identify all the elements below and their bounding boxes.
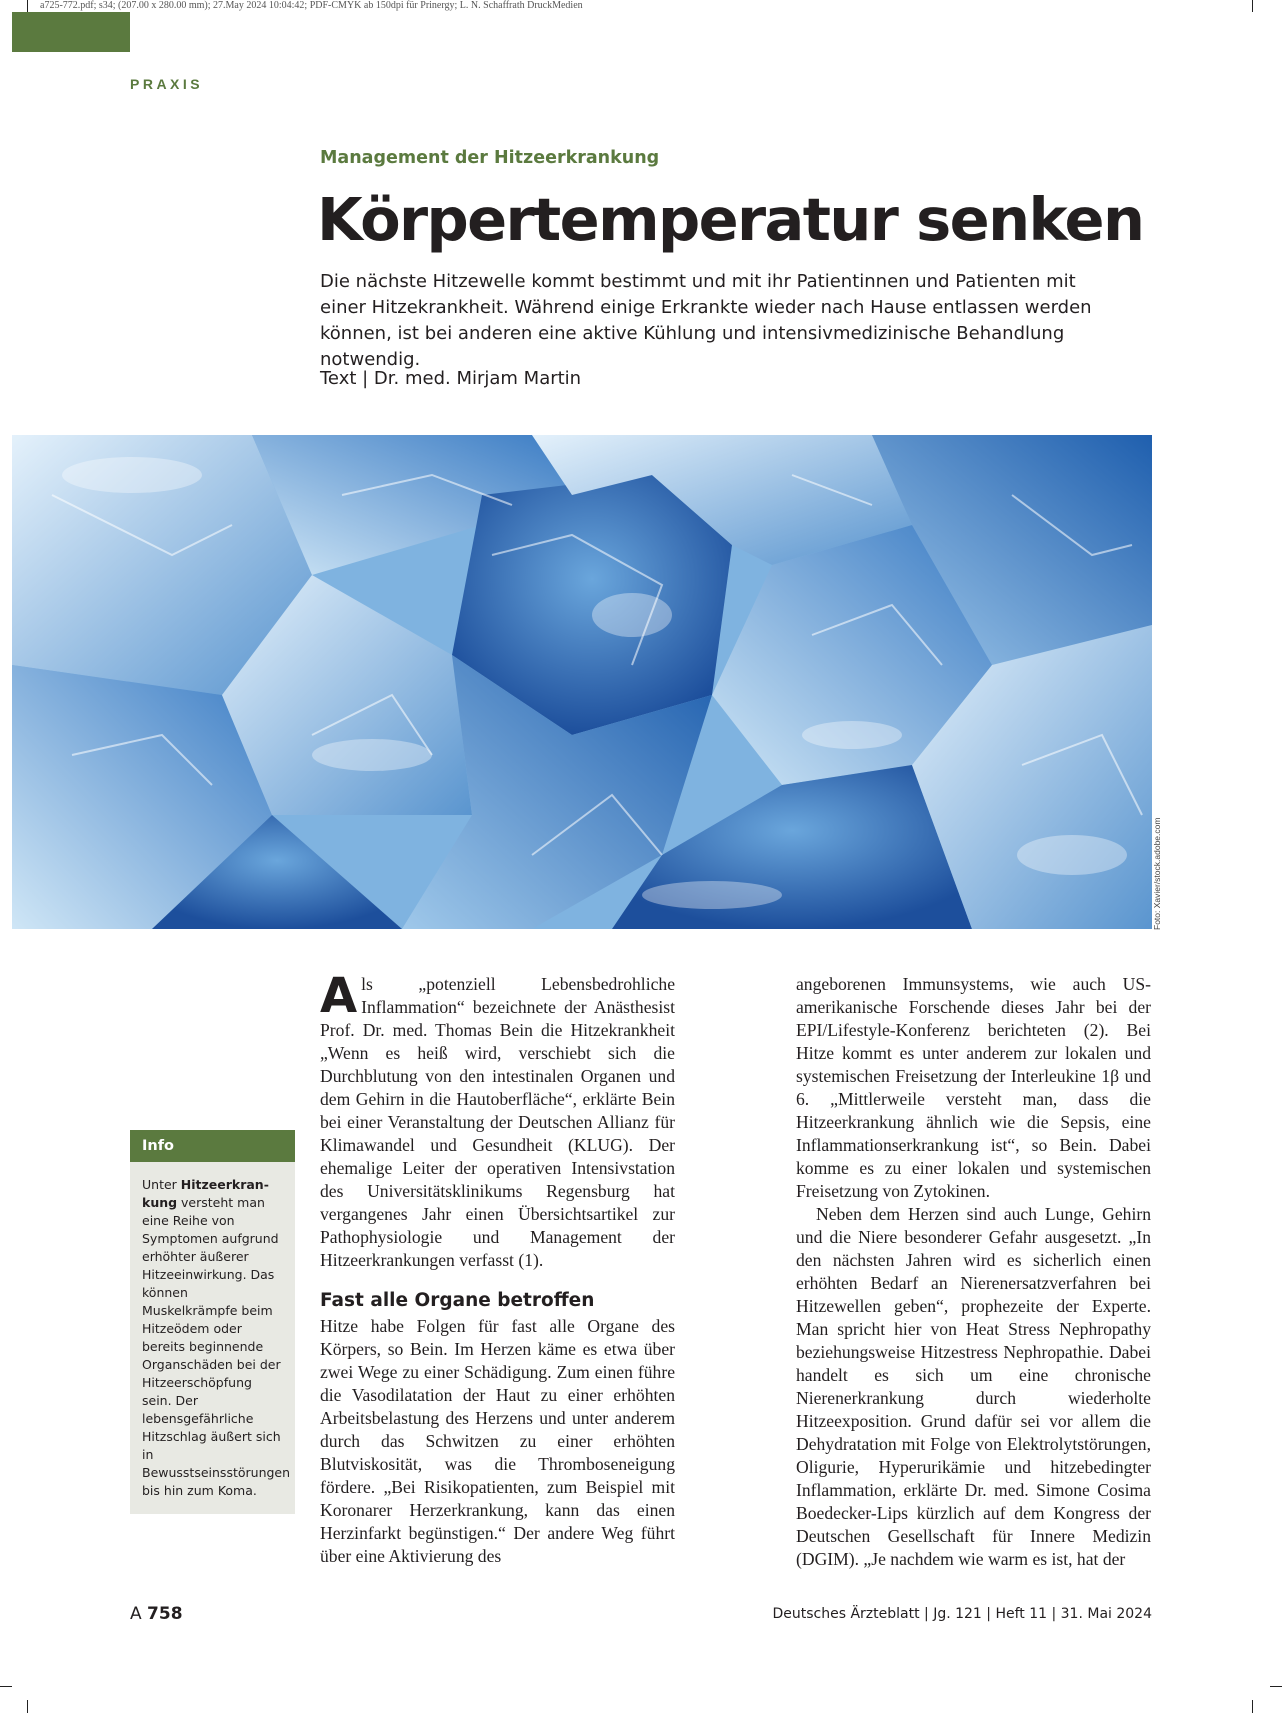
info-box-text-intro: Unter [142,1177,181,1192]
info-box-term: Hitzeerkran-kung [142,1177,269,1210]
crop-mark-bottom-left [27,1700,28,1713]
article-column-left [320,968,675,1568]
photo-credit: Foto: Xavier/stock.adobe.com [1152,817,1162,930]
crop-mark-left-mid [0,1686,12,1687]
info-box [130,1130,295,1514]
page-number-value: 758 [147,1604,183,1624]
article-column-right [796,973,1151,1571]
journal-footer: Deutsches Ärzteblatt | Jg. 121 | Heft 11 | 31. Mai 2024 [772,1606,1152,1622]
section-label: PRAXIS [130,76,204,92]
article-title: Körpertemperatur senken [317,185,1144,254]
article-paragraph [320,968,675,1272]
crop-mark-right-mid [1270,1686,1282,1687]
article-lead: Die nächste Hitzewelle kommt bestimmt und mit ihr Patientinnen und Patienten mit einer Hitzekrankheit. Während einige Erkrankte wieder nach Hause entlassen werden können, ist bei anderen eine aktive Kühlung und intensivmedizinische Behandlung notwendig. [320,271,1092,370]
info-box-text-body: versteht man eine Reihe von Symptomen aufgrund erhöhter äußerer Hitzeeinwirkung. Das können Muskelkrämpfe beim Hitzeödem oder bereits beginnende Organschäden bei der Hitzeerschöpfung sein. Der lebensgefährliche Hitzschlag äußert sich in Bewusstseinsstörungen bis hin zum Koma. [142,1195,291,1498]
print-meta-line: a725-772.pdf; s34; (207.00 x 280.00 mm); 27.May 2024 10:04:42; PDF-CMYK ab 150dpi für Prinergy; L. N. Schaffrath DruckMedien [40,0,583,11]
info-box-text [130,1162,295,1514]
crop-mark-bottom-right [1252,1700,1253,1713]
section-color-tab [12,12,130,52]
hero-image-ice-cubes [12,435,1152,929]
article-subhead: Fast alle Organe betroffen [320,1290,595,1311]
article-paragraph-text: ls „potenziell Lebensbedrohliche Inflammation“ bezeichnete der Anästhesist Prof. Dr. med. Thomas Bein die Hitzekrankheit „Wenn es heiß wird, verschiebt sich die Durchblutung von den intestinalen Organen und dem Gehirn in die Hautoberfläche“, erklärte Bein bei einer Veranstaltung der Deutschen Allianz für Klimawandel und Gesundheit (KLUG). Der ehemalige Leiter der operativen Intensivstation des Universitätsklinikums Regensburg hat vergangenes Jahr einen Übersichtsartikel zur Pathophysiologie und Management der Hitzeerkrankungen verfasst (1). [320,974,675,1270]
article-paragraph: Neben dem Herzen sind auch Lunge, Gehirn und die Niere besonderer Gefahr ausgesetzt. „In den nächsten Jahren wird es sicherlich einen erhöhten Bedarf an Nierenersatzverfahren bei Hitzewellen geben“, prophezeite der Experte. Man spricht hier von Heat Stress Nephropathy beziehungsweise Hitzestress Nephropathie. Dabei handelt es sich um eine chronische Nierenerkrankung durch wiederholte Hitzeexposition. Grund dafür sei vor allem die Dehydratation mit Folge von Elektrolytstörungen, Oligurie, Hyperurikämie und hitzebedingter Inflammation, erklärte Dr. med. Simone Cosima Boedecker-Lips kürzlich auf dem Kongress der Deutschen Gesellschaft für Innere Medizin (DGIM). „Je nachdem wie warm es ist, hat der [796,1204,1151,1569]
article-paragraph: Hitze habe Folgen für fast alle Organe des Körpers, so Bein. Im Herzen käme es etwa über zwei Wege zu einer Schädigung. Zum einen führe die Vasodilatation der Haut zu einer erhöhten Arbeitsbelastung des Herzens und unter anderem durch das Schwitzen zu einer erhöhten Blutviskosität, was die Thromboseneigung fördere. „Bei Risikopatienten, zum Beispiel mit Koronarer Herzerkrankung, kann das einen Herzinfarkt begünstigen.“ Der andere Weg führt über eine Aktivierung des [320,1316,675,1566]
page-number [130,1604,183,1624]
drop-cap: A [320,968,358,1024]
crop-mark-top-left [27,0,28,12]
article-byline: Text | Dr. med. Mirjam Martin [320,368,582,389]
article-paragraph: angeborenen Immunsystems, wie auch US-amerikanische Forschende dieses Jahr bei der EPI/Lifestyle-Konferenz berichteten (2). Bei Hitze kommt es unter anderem zur lokalen und systemischen Freisetzung der Interleukine 1β und 6. „Mittlerweile versteht man, dass die Hitzeerkrankung ähnlich wie die Sepsis, eine Inflammationserkrankung ist“, so Bein. Dabei komme es zu einer lokalen und systemischen Freisetzung von Zytokinen. [796,974,1151,1201]
article-kicker: Management der Hitzeerkrankung [320,148,660,168]
page-number-prefix: A [130,1604,142,1624]
info-box-heading: Info [130,1130,295,1162]
crop-mark-top-right [1252,0,1253,12]
